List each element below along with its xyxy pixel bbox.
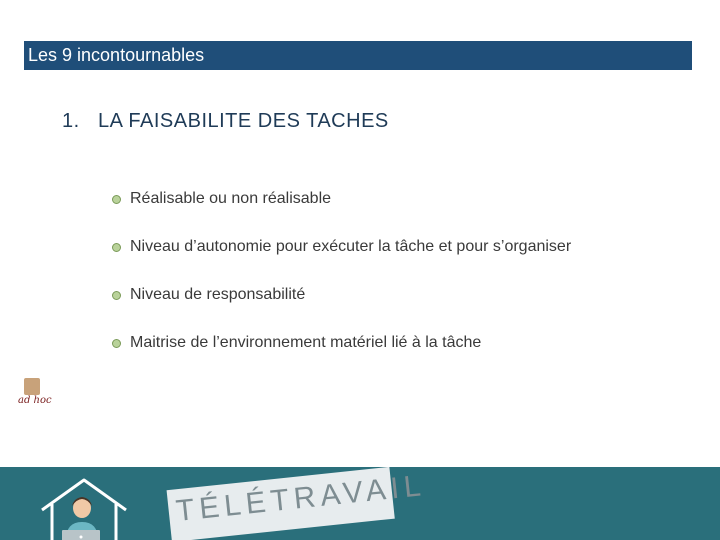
- list-item: [112, 283, 571, 331]
- bullet-icon: [112, 243, 121, 252]
- banner-text: TÉLÉTRAVAIL: [174, 468, 428, 529]
- header-title: Les 9 incontournables: [28, 45, 205, 65]
- list-item-text: Maitrise de l’environnement matériel lié à la tâche: [130, 334, 482, 351]
- house-icon: [36, 476, 132, 540]
- list-item-text: Niveau d’autonomie pour exécuter la tâche et pour s’organiser: [130, 238, 572, 255]
- list-item-text: Niveau de responsabilité: [130, 286, 306, 303]
- laptop-icon: [62, 530, 100, 540]
- list-item: [112, 187, 571, 235]
- list-item-text: Réalisable ou non réalisable: [130, 190, 332, 207]
- header-bar: [24, 41, 692, 70]
- bullet-icon: [112, 291, 121, 300]
- section-number: 1.: [62, 110, 80, 132]
- logo: [18, 378, 50, 408]
- list-item: [112, 331, 571, 379]
- logo-text: ad hoc: [18, 395, 52, 406]
- bullet-list: [112, 187, 571, 379]
- bullet-icon: [112, 339, 121, 348]
- list-item: [112, 235, 571, 283]
- logo-mark-icon: [24, 378, 40, 395]
- section-title: [62, 110, 389, 133]
- bullet-icon: [112, 195, 121, 204]
- section-title-text: LA FAISABILITE DES TACHES: [98, 110, 389, 132]
